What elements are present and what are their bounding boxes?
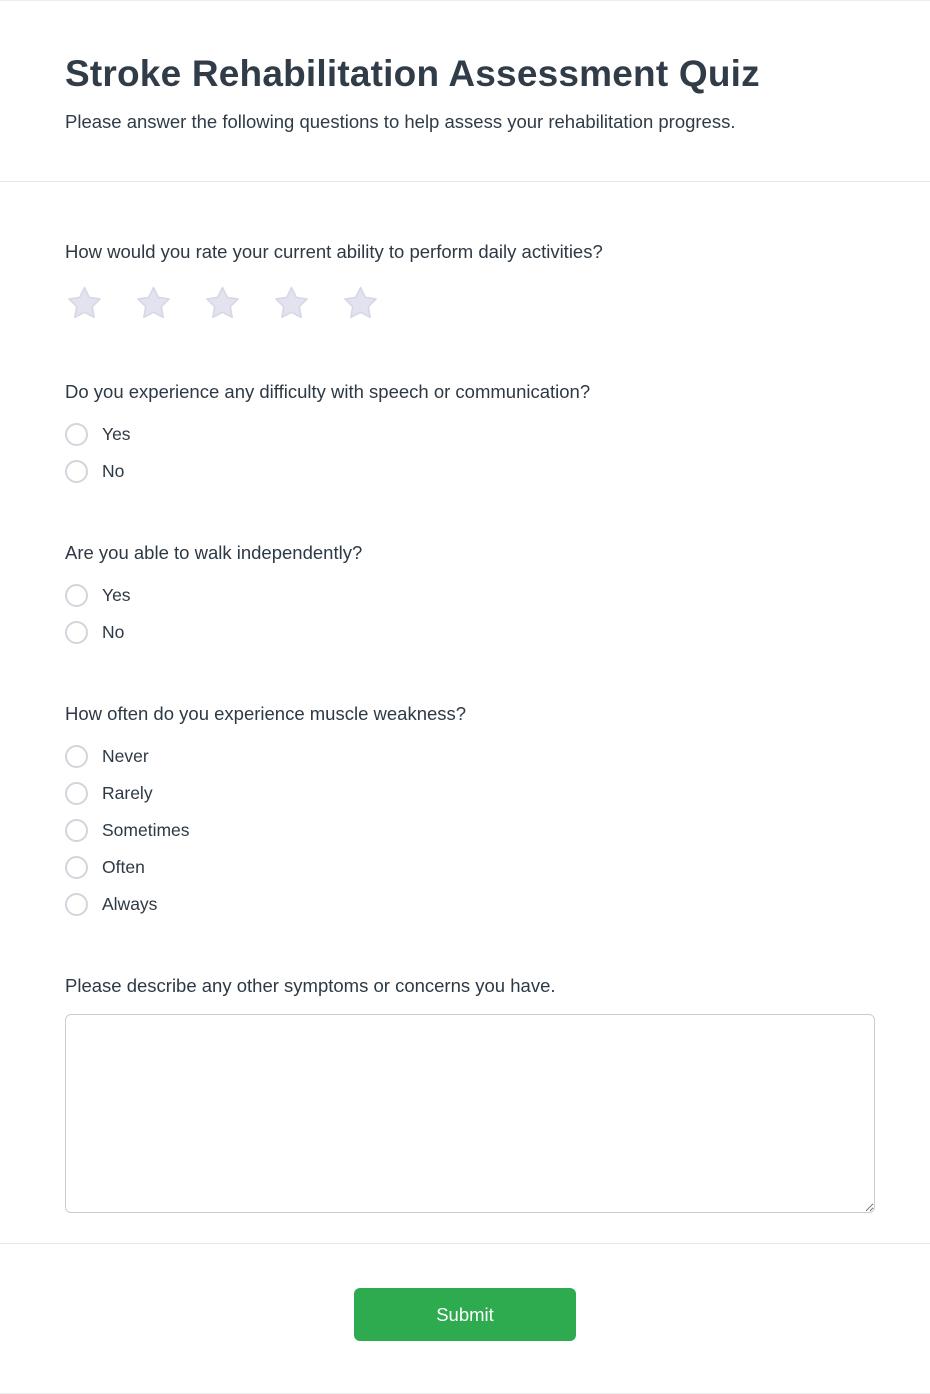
question-block xyxy=(65,700,865,916)
submit-button[interactable]: Submit xyxy=(354,1288,576,1341)
radio-option-label: Never xyxy=(102,746,149,766)
radio-option-label: Often xyxy=(102,857,145,877)
star-icon[interactable] xyxy=(134,285,173,322)
radio-option[interactable] xyxy=(65,460,124,483)
radio-option[interactable] xyxy=(65,893,157,916)
question-label: Do you experience any difficulty with speech or communication? xyxy=(65,381,591,402)
question-label: How would you rate your current ability to perform daily activities? xyxy=(65,241,603,262)
radio-button-icon[interactable] xyxy=(65,423,88,446)
question-label: Please describe any other symptoms or concerns you have. xyxy=(65,975,556,996)
question-block xyxy=(65,972,865,1213)
radio-group xyxy=(65,745,865,916)
radio-option[interactable] xyxy=(65,782,153,805)
footer-divider xyxy=(0,1243,930,1244)
radio-option[interactable] xyxy=(65,745,149,768)
radio-button-icon[interactable] xyxy=(65,584,88,607)
radio-option[interactable] xyxy=(65,856,145,879)
radio-option-label: No xyxy=(102,461,125,481)
radio-button-icon[interactable] xyxy=(65,745,88,768)
radio-option[interactable] xyxy=(65,819,190,842)
form-header xyxy=(0,1,930,133)
question-label: Are you able to walk independently? xyxy=(65,542,363,563)
question-block xyxy=(65,378,865,483)
radio-option-label: No xyxy=(102,622,125,642)
question-block xyxy=(65,539,865,644)
star-icon[interactable] xyxy=(65,285,104,322)
radio-button-icon[interactable] xyxy=(65,782,88,805)
quiz-form xyxy=(0,1,930,1393)
radio-option[interactable] xyxy=(65,423,131,446)
radio-group xyxy=(65,584,865,644)
radio-button-icon[interactable] xyxy=(65,856,88,879)
star-icon[interactable] xyxy=(341,285,380,322)
question-label: How often do you experience muscle weakness? xyxy=(65,703,467,724)
form-subtitle: Please answer the following questions to help assess your rehabilitation progress. xyxy=(65,111,736,132)
questions xyxy=(0,182,930,1213)
star-icon[interactable] xyxy=(203,285,242,322)
radio-group xyxy=(65,423,865,483)
radio-option-label: Always xyxy=(102,894,158,914)
submit-area xyxy=(0,1288,930,1393)
page-title: Stroke Rehabilitation Assessment Quiz xyxy=(65,53,760,94)
radio-button-icon[interactable] xyxy=(65,460,88,483)
radio-button-icon[interactable] xyxy=(65,621,88,644)
radio-option-label: Rarely xyxy=(102,783,153,803)
star-icon[interactable] xyxy=(272,285,311,322)
star-rating-group xyxy=(65,285,865,322)
radio-option-label: Yes xyxy=(102,424,131,444)
radio-button-icon[interactable] xyxy=(65,893,88,916)
radio-option[interactable] xyxy=(65,621,124,644)
radio-button-icon[interactable] xyxy=(65,819,88,842)
radio-option-label: Sometimes xyxy=(102,820,190,840)
radio-option-label: Yes xyxy=(102,585,131,605)
question-block xyxy=(65,238,865,322)
radio-option[interactable] xyxy=(65,584,131,607)
symptoms-textarea[interactable] xyxy=(65,1014,875,1213)
